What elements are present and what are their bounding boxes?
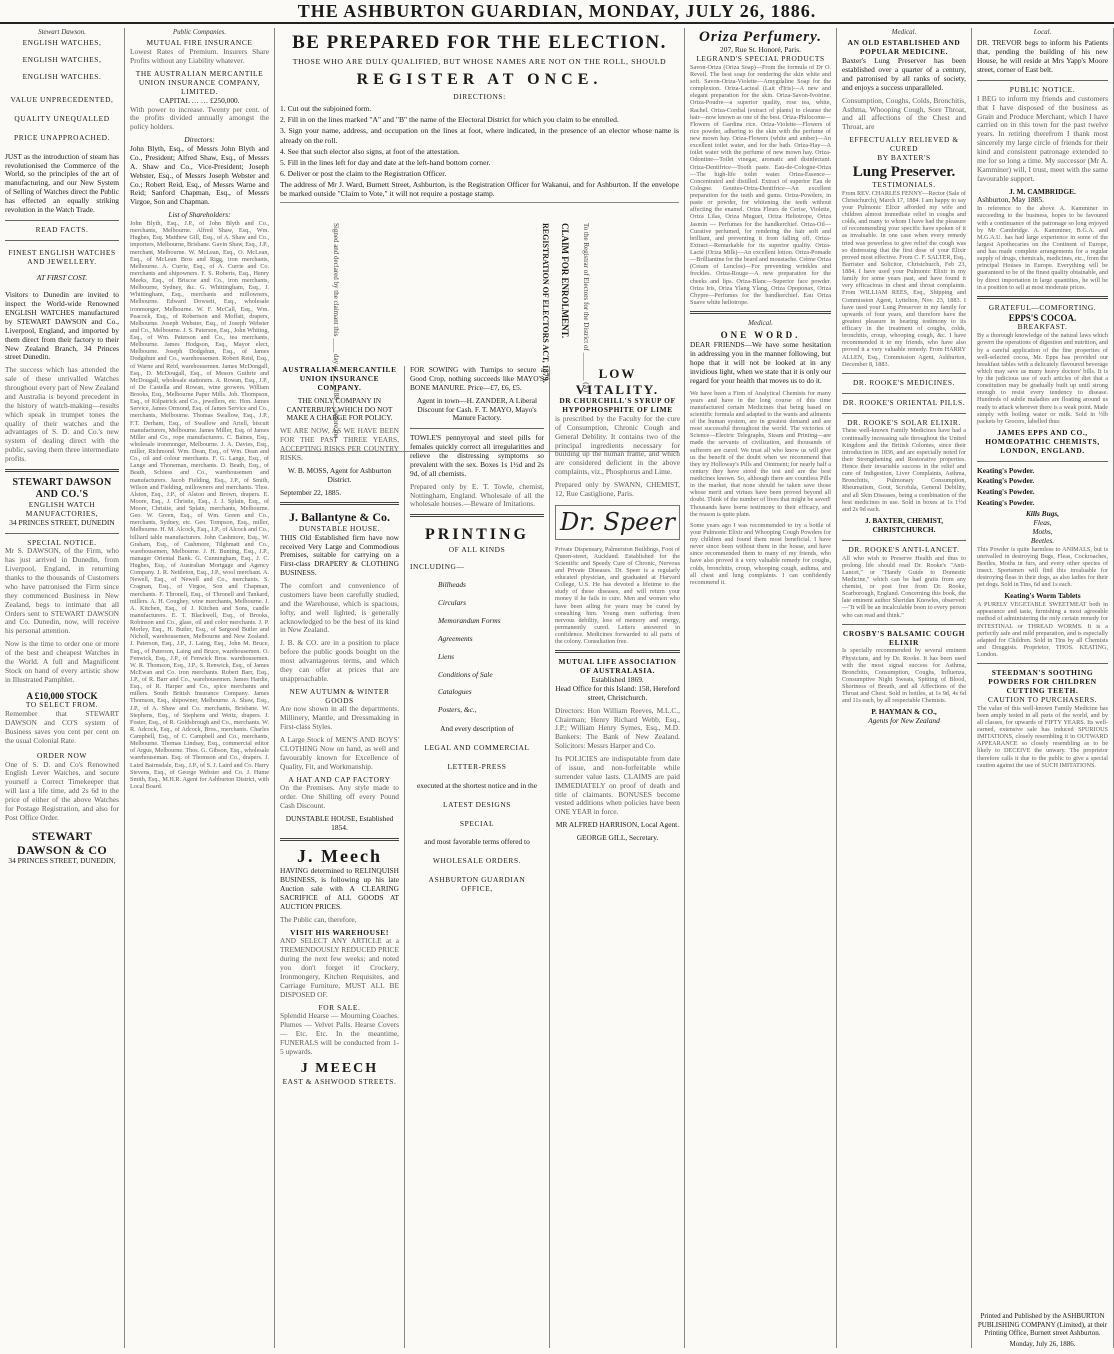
address: 34 PRINCES STREET, DUNEDIN, — [8, 856, 116, 866]
subheading: SPECIAL — [459, 818, 495, 828]
list-item: Conditions of Sale — [438, 669, 493, 679]
list-item: Billheads — [438, 580, 466, 590]
ad-text: THE ONLY COMPANY IN CANTERBURY WHICH DO NOT MAKE A CHARGE FOR POLICY. — [286, 395, 393, 423]
headline: ENGLISH WATCHES. — [22, 72, 102, 82]
address: 207, Rue St. Honoré, Paris. — [720, 45, 801, 54]
masthead: THE ASHBURTON GUARDIAN, MONDAY, JULY 26, 1886. — [0, 0, 1114, 24]
advertiser-address: J. BAXTER, CHEMIST, CHRISTCHURCH. — [864, 515, 944, 534]
column-election — [275, 28, 685, 1348]
subheading: A HAT AND CAP FACTORY — [288, 774, 391, 784]
election-intro: THOSE WHO ARE DULY QUALIFIED, BUT WHOSE NAMES ARE NOT ON THE ROLL, SHOULD — [292, 56, 667, 66]
headline: ENGLISH WATCHES, — [22, 55, 102, 65]
column-local: Local. DR. TREVOR begs to inform his Patients that, pending the building of his new House, he will reside at Mrs Yapp's Moore street, corner of East belt. PUBLIC NOTICE. I BEG to inform my friends and customers that I have disposed of the business as Grain and Produce Merchant, which I have carried on in this town for the past twelve years. In retiring therefrom I thank most sincerely my large circle of friends for their kind and consistent patronage extended to me for so long a time. My successor (Mr A. Kamminer) will, I trust, meet with the same favourable support. J. M. CAMBRIDGE. Ashburton, May 1885. In reference to the above A. Kamminer in succeeding to the business, hopes to be favoured with a continuance of the patronage so long enjoyed by Mr Cambridge. A. Kamminer, B.G.A. and M.G.A.U. has had large experience in some of the largest Apothecaries on the Continent of Europe, and has made complete arrangements for a regular supply of drugs, chemicals, medicines, etc., from the principal Houses in Europe. Everything will be guaranteed to be of the finest quality obtainable, and by direct importation in large quantities, he will be in a position to sell at most moderate prices. GRATEFUL—COMFORTING. EPPS'S COCOA. BREAKFAST. By a thorough knowledge of the natural laws which govern the operations of digestion and nutrition, and by a careful application of the fine properties of well-selected cocoa, Mr. Epps has provided our breakfast tables with a delicately flavoured beverage which may save us many heavy doctors' bills. It is by the judicious use of such articles of diet that a constitution may be gradually built up until strong enough to resist every tendency to disease. Hundreds of subtle maladies are floating around us ready to attack wherever there is a weak point. Made simply with boiling water or milk. Sold in ½lb packets by Grocers, labelled thus: JAMES EPPS AND CO., HOMŒOPATHIC CHEMISTS, LONDON, ENGLAND. Keating's Powder. Keating's Powder. Keating's Powder. Keating's Powder. Kills Bugs, Fleas, Moths, Beetles. This Powder is quite harmless to ANIMALS, but is unrivalled in destroying Bugs, Fleas, Cockroaches, Beetles, Moths in furs, and every other species of insect. Sportsmen will find this invaluable for destroying fleas in their dogs, as also ladies for their pet dogs. Sold in Tins, 6d and 1s each. Keating's Worm Tablets A PURELY VEGETABLE SWEETMEAT both in appearance and taste, furnishing a most agreeable method of administering the only certain remedy for INTESTINAL or THREAD WORMS. It is a perfectly safe and mild preparation, and is especially adapted for Children. Sold in Tins by all Chemists and Druggists. Proprietor, THOS. KEATING, London. STEEDMAN'S SOOTHING POWDERS FOR CHILDREN CUTTING TEETH. CAUTION TO PURCHASERS. The value of this well-known Family Medicine has been amply tested in all parts of the world, and by all classes, for upwards of FIFTY YEARS. Its well-earned, extensive sale has induced SPURIOUS IMITATIONS, closely resembling it in OUTWARD APPEARANCE so closely resembling as to be likely to DECEIVE the unwary. The proprietor therefore calls it due to the public to give a special caution against the use of SUCH IMITATIONS. Printed and Published by the ASHBURTON PUBLISHING COMPANY (Limited), at their Printing Office, Burnett street Ashburton. Monday, July 26, 1886. — [972, 28, 1114, 1348]
subheading: DIRECTIONS: — [453, 92, 506, 102]
capital: CAPITAL … … £250,000. — [159, 95, 240, 105]
notice-signature: J. M. CAMBRIDGE. — [1009, 186, 1076, 196]
ads-center: FOR SOWING with Turnips to secure a Good Crop, nothing succeeds like MAYO'S BONE MANURE. Price—£7, £6, £5. Agent in town—H. ZANDER, A Liberal Discount for Cash. F. T. MAYO, Mayo's Manure Factory. TOWLE'S pennyroyal and steel pills for females quickly correct all irregularities and relieve the distressing symptoms so prevalent with the sex. Boxes 1s 1½d and 2s 9d, of all chemists. Prepared only by E. T. Towle, chemist, Nottingham, England. Wholesale of all the wholesale houses.—Beware of Imitations. PRINTING OF ALL KINDS INCLUDING— Billheads Circulars Memorandum Forms Agreements Liens Conditions of Sale Catalogues Posters, &c., And every description of LEGAL AND COMMERCIAL LETTER-PRESS executed at the shortest notice and in the LATEST DESIGNS SPECIAL and most favorable terms offered to WHOLESALE ORDERS. ASHBURTON GUARDIAN OFFICE, — [405, 366, 550, 1348]
headline: PRICE UNAPPROACHED. — [14, 132, 110, 142]
form-title: REGISTRATION OF ELECTORS ACT, 1879. — [541, 223, 550, 383]
column-public-companies: Public Companies. MUTUAL FIRE INSURANCE Lowest Rates of Premium. Insurers Share Profits without any Liability whatever. THE AUSTRALIAN MERCANTILE UNION INSURANCE COMPANY, LIMITED. CAPITAL … … £250,000. With power to increase. Twenty per cent. of the profits divided annually amongst the policy holders. Directors: John Blyth, Esq., of Messrs John Blyth and Co., President; Alfred Shaw, Esq., of Messrs A. Shaw and Co., Vice-President; Joseph Webster, Esq., of Messrs Joseph Webster and Co.; Robert Reid, Esq., of Messrs Warne and Reid; Sanford Chapman, Esq., of Messrs Virgoe, Son and Chapman. List of Shareholders: John Blyth, Esq., J.P., of John Blyth and Co., merchants, Melbourne. Alfred Shaw, Esq., Wm. Hughes, Esq. Matthew Gill, Esq., of A. Shaw and Co., importers, Melbourne, Brisbane. Gavin Shaw, Esq., J.P., merchant, Melbourne. W. McLean, Esq., O. McLean, Esq., of McLean Bros and Rigg, iron merchants, Melbourne. A. Currie, Esq., of A. Currie and Co. merchants and shipowners. F. S. Roberts, Esq., Henry Meeks, Esq., of Briscoe and Co., iron merchants, Melbourne, Sydney, &c. G. Whittingham, Esq., J. Whittingham, Esq., merchants and millowners, Melbourne. Edward Dowsett, Esq., wholesale ironmonger, Melbourne. W. F. McCall, Esq., Wm. Peacock, Esq., of Robertson and Moffatt, drapers, Melbourne. Joseph Webster, Esq., of Joseph Webster and Co., Melbourne. J. S. Paterson, Esq., John Whiting, Esq., of Wm. Paterson and Co., tea merchants, Melbourne. James Hodgson, Esq., Mayor elect, Melbourne. Joseph Dodgshun, Esq., of James Dodgshun and Co., warehousemen. Robert Reid, Esq., of Warne and Reid, warehousemen. James McDongall, Esq., D. McDougall, Esq., of Messrs Guthrie and McDougall, wholesale stationers. A. Rowan, Esq., J.P., of De Castella and Rowan, wine growers. William Brooks, Esq., Melbourne Paper Mills. Job. Thompson, Esq., of Kilpatrick and Co., jewellers, etc. Hon. James Service, James Ormond, Esq. of James Service and Co., merchants, Melbourne. Thomas Swallow, Esq., J.P., F.T. Derham, Esq., of Swallow and Ariell, biscuit manufacturers, Melbourne. James Miller, Esq. of James Miller and Co., rope manufacturers. C. Baines, Esq., wholesale ironmonger, Melbourne. J. A. Davies, Esq., miller, Richmond. Wm. Dean, Esq., of Wm. Dean and Co., oil and colour merchants. F. G. Lange, Esq., of Lange and Thoneman, merchants. D. Beath, Esq., of Beath, Schiess and Co., warehousemen and manufacturers. Jacob Fielding, Esq., J.P., of Smith, Wilson and Fielding, millowners and merchants. Thos. Alston, Esq., J.P., of Alston and Brown, drapers. E. Moore, Esq., J. Christie, Esq., J. J. Splain, Esq., of Moore, Christie, and Splain, merchants, Melbourne. Geo. W. Green, Esq., of Wm. Green and Co., merchants, Sydney, etc. Geo. Tompson, Esq., miller, Melbourne. H. M. Alcock, Esq., J.P., of Alcock and Co., billiard table manufacturers. John Cashmore, Esq., W. Graham, Esq., of Cashmore, Tilghmatt and Co., warehousemen, Melbourne. J. H. Bunting, Esq., J.P., manager Oriental Bank. G. Cunningham, Esq., J. C. Hughes, Esq., of Australian Mortgage and Agency Company. J. R. Nettleton, Esq., J.P., wool merchant. A. Newell, Esq., of Newell and Co., merchants. S. Cragnan, Esq., of Virgoe, Son and Chapman, merchants. F. Thronell, Esq., of Thronell and Tankard, millers. A. H. Coughey, wine merchants, Melbourne. J. A. Kitchen, Esq., of J. Kitchen and Sons, candle manufacturers. E. T. Blackwell, Esq., of Brooks, Robinson and Co., glass, oil and color merchants. J. P. Morley, Esq., H. Butler, Esq., of Sargood Butler and Nicholl, warehousemen, Melbourne and New Zealand. J. Paterson, Esq., J.P., J. Laing, Esq., John M. Bruce, Esq., of Paterson, Laing and Bruce, warehousemen. O. Fenwick, Esq., J.P., of Fenwick Bros. warehousemen. W. R. Thomson, Esq., J.P., S. Renwick, Esq., of James McEwan and Co. iron merchants. Robert Barr, Esq., J.P., of R. Barr and Co., warehousemen. James Hardie, Esq., of R. Harper and Co., spice merchants and millers. South British Insurance Company. James Thomson, Esq., shipowner, Melbourne. A. Shaw, Esq., J.P., of A. Shaw and Co. merchants, Brisbane. W. Stephens, Esq., of Stephens and Weitz, drapers. J. Foster, Esq., of R. Goldsbrough and Co., merchants. W. R. Adcock, Esq., of Adcock, Bros., merchants. Charles Campbell, Esq., of C. Campbell and Co., merchants, Melbourne. Thomas Lindsay, Esq., commercial editor of Argus, Melbourne. Thos. G. Gibson, Esq., wholesale warehouseman. Esq. of Thomson and Co., drapers. J. Laird Bairnsdale, Esq., J.P., of S. J. Laird and Co. Harry Stevens, Esq., of George Webster and Co. J. Hume Smith, Esq., M.H.R. Agent for Ashburton District, with Local Board. — [125, 28, 275, 1348]
subheading: ASHBURTON GUARDIAN — [428, 875, 526, 885]
column-baxter: Medical. AN OLD ESTABLISHED AND POPULAR MEDICINE. Baxter's Lung Preserver has been established over a quarter of a century, and patronised by all ranks of society, and enjoys a success unparalleled. Consumption, Coughs, Colds, Bronchitis, Asthma, Whooping Cough, Sore Throat, and all affections of the Chest and Throat, are EFFECTUALLY RELIEVED & CURED BY BAXTER'S Lung Preserver. TESTIMONIALS. From REV. CHARLES FENNY—Rector (Sale of Christchurch), March 17, 1884. I am happy to say your Pulmonic Elixir afforded my wife and children almost immediate relief in coughs and colds, and many to whom I have had the pleasure of recommending your specific have spoken of it as invaluable. In one case when every remedy tried was powerless to give relief the cough was so distressing that the first dose of your Elixir proved most effective. From C. F. SALTER, Esq., Barrister and Solicitor, Christchurch, Feb 23, 1884. I have used your Pulmonic Elixir in my family for some years past, and have found it very efficacious in chest and throat complaints. From WILLIAM REES, Esq., Shipping and Commission Agent, Lyttelton, Nov. 23, 1883. I have used your Lung Preserver in my family for upwards of four years, and therefore have the greatest pleasure in bearing testimony to its efficacy in the treatment of coughs, colds, bronchitis, croup, whooping cough, &c. I have recommended it to my friends, who have also proved it a very valuable remedy. From HARRY ALLEN, Esq., Commission Agent, Ashburton, December 8, 1883. DR. ROOKE'S MEDICINES. DR. ROOKE'S ORIENTAL PILLS. DR. ROOKE'S SOLAR ELIXIR. These well-known Family Medicines have had a continually increasing sale throughout the United Kingdom and the British Colonies, since their introduction in 1836, and are especially noted for their Strengthening and Restorative properties. Hence their invariable success in the relief and cure of Indigestion, Liver Complaints, Asthma, Bronchitis, Pulmonary Consumption, Rheumatism, Gout, Scrofula, General Debility, and all Skin Diseases, being a combination of the best medicines in use. Sold in boxes at 1s 1½d and 2s 9d each. J. BAXTER, CHEMIST, CHRISTCHURCH. DR. ROOKE'S ANTI-LANCET. All who wish to Preserve Health and thus to prolong life should read Dr. Rooke's "Anti-Lancet," or "Handy Guide to Domestic Medicine," which can be had gratis from any chemist, or post free from Dr. Rooke, Scarborough, England. Concerning this book, the late eminent author Sheridan Knowles, observed:—"It will be an incalculable boon to every person who can read and think." CROSBY'S BALSAMIC COUGH ELIXIR Is specially recommended by several eminent Physicians, and by Dr. Rooke. It has been used with the most signal success for Asthma, Bronchitis, Consumption, Coughs, Influenza, Consumptive Night Sweats, Spitting of Blood, Shortness of Breath, and all Affections of the Throat and Chest. Sold in bottles, at 1s 9d, 4s 6d and 11s each, by all respectable Chemists. P. HAYMAN & CO., Agents for New Zealand — [837, 28, 972, 1348]
headline: MUTUAL FIRE INSURANCE — [146, 38, 253, 48]
ad-line: Keating's Powder. — [977, 476, 1035, 486]
ad-line: Keating's Powder. — [977, 487, 1035, 497]
advertiser-signature: JAMES EPPS AND CO., HOMŒOPATHIC CHEMISTS, LONDON, ENGLAND. — [985, 427, 1100, 455]
form-subtitle: CLAIM FOR ENROLMENT. — [560, 223, 570, 339]
subheading: EFFECTUALLY RELIEVED & CURED — [849, 135, 959, 154]
subheading: Directors: — [184, 135, 215, 145]
subheading: DUNSTABLE HOUSE. — [298, 523, 381, 533]
ad-agent: Agent in town—H. ZANDER, A Liberal Discount for Cash. F. T. MAYO, Mayo's Manure Factory. — [416, 395, 538, 423]
advertiser-name: EPPS'S COCOA. — [1008, 312, 1077, 323]
subheading: CAUTION TO PURCHASERS. — [987, 694, 1098, 704]
advertiser-name: DR. ROOKE'S ORIENTAL PILLS. — [842, 397, 966, 407]
headline: FINEST ENGLISH WATCHES AND JEWELLERY. — [8, 247, 116, 266]
subheading: LETTER-PRESS — [447, 761, 507, 771]
column-header: Stewart Dawson. — [38, 28, 86, 36]
headline: PUBLIC NOTICE. — [1009, 84, 1076, 94]
ad-text: and most favorable terms offered to — [424, 837, 530, 847]
headline: QUALITY UNEQUALLED — [14, 113, 110, 123]
advertiser-name: Keating's Worm Tablets — [1004, 591, 1081, 601]
ads-left: AUSTRALIAN MERCANTILE UNION INSURANCE COMPANY. THE ONLY COMPANY IN CANTERBURY WHICH DO NOT MAKE A CHARGE FOR POLICY. WE ARE NOW, AS WE HAVE BEEN FOR THE PAST THREE YEARS, ACCEPTING RISKS PER COUNTRY RISKS. W. B. MOSS, Agent for Ashburton District. September 22, 1885. J. Ballantyne & Co. DUNSTABLE HOUSE. THIS Old Established firm have now received Very Large and Commodious Premises, suitable for carrying on a First-class DRAPERY & CLOTHING BUSINESS. The comfort and convenience of customers have been carefully studied, and the Warehouse, which is spacious, lofty, and well lighted, is generally acknowledged to be the best of its kind in New Zealand. J. B. & CO. are in a position to place before the public goods bought on the most advantageous terms, and which they can offer at prices that are unapproachable. NEW AUTUMN & WINTER GOODS Are now shown in all the departments. Millinery, Mantle, and Dressmaking in First-class Styles. A Large Stock of MEN'S AND BOYS' CLOTHING Now on hand, as well and favourably known for Excellence of Quality, Fit, and Workmanship. A HAT AND CAP FACTORY On the Premises. Any style made to order. One Shilling off every Pound Cash Discount. DUNSTABLE HOUSE, Established 1854. J. Meech HAVING determined to RELINQUISH BUSINESS, is following up his late Auction sale with A CLEARING SACRIFICE of ALL GOODS AT AUCTION PRICES. The Public can, therefore, VISIT HIS WAREHOUSE! AND SELECT ANY ARTICLE at a TREMENDOUSLY REDUCED PRICE during the next few weeks; and noted you don't forget it! Crockery, Ironmongery, Kitchen Requisites, and Carriage Furniture, MUST ALL BE DISPOSED OF. FOR SALE. Splendid Hearse — Mourning Coaches. Plumes — Velvet Palls. Hearse Covers — Etc. Etc. In the meantime, FUNERALS will be conducted from 1-5 upwards. J MEECH EAST & ASHWOOD STREETS. — [275, 366, 405, 1348]
ad-text: And every description of — [440, 724, 514, 734]
enrolment-form: REGISTRATION OF ELECTORS ACT, 1879. CLAIM FOR ENROLMENT. To the Registrar of Electors for the District of ________ (A) Signed and declared by the claimant this ____ day of ____ 188 __ before me — [280, 202, 679, 452]
advertiser-role: Agents for New Zealand — [868, 716, 940, 726]
ad-text: executed at the shortest notice and in the — [416, 780, 538, 790]
advertiser-name: CROSBY'S BALSAMIC COUGH ELIXIR — [842, 628, 966, 647]
direction-step: 2. Fill in on the lines marked "A" and "B" the name of the Electoral District for which you claim to be enrolled. — [280, 115, 619, 125]
ad-line: Fleas, — [1033, 517, 1052, 527]
ad-text: TOWLE'S pennyroyal and steel pills for females quickly correct all irregularities and relieve the distressing symptoms so prevalent with the sex. Boxes 1s 1½d and 2s 9d, of all chemists. — [410, 433, 544, 478]
imprint-date: Monday, July 26, 1886. — [1009, 1339, 1076, 1348]
subheading: LEGAL AND COMMERCIAL — [424, 743, 530, 753]
advertiser-name: J. Ballantyne & Co. — [288, 510, 390, 525]
signature-text: Dr. Speer — [559, 507, 676, 536]
ad-text: FOR SOWING with Turnips to secure a Good Crop, nothing succeeds like MAYO'S BONE MANURE. Price—£7, £6, £5. — [410, 366, 544, 392]
list-item: Liens — [438, 651, 455, 661]
headline-lung-preserver: Lung Preserver. — [852, 163, 956, 180]
ad-agent: MR ALFRED HARRISON, Local Agent. — [555, 820, 680, 830]
advertiser-name: Oriza Perfumery. — [699, 29, 822, 45]
headline: READ FACTS. — [35, 224, 89, 234]
signature-logo — [555, 505, 680, 540]
ad-footer: DUNSTABLE HOUSE, Established 1854. — [285, 814, 394, 832]
headline: VALUE UNPRECEDENTED, — [10, 95, 114, 105]
advertiser-name: P. HAYMAN & CO., — [871, 707, 937, 717]
ad-date: September 22, 1885. — [280, 487, 342, 497]
subheading: SPECIAL NOTICE. — [27, 537, 97, 547]
printing-list — [410, 581, 544, 715]
subheading: INCLUDING— — [410, 562, 465, 572]
advertiser-name: STEEDMAN'S SOOTHING POWDERS FOR CHILDREN CUTTING TEETH. — [988, 668, 1097, 695]
ad-agent: W. B. MOSS, Agent for Ashburton District. — [287, 465, 392, 484]
subheading: WHOLESALE ORDERS. — [432, 856, 522, 866]
subheading: NEW AUTUMN & WINTER GOODS — [289, 686, 390, 705]
list-item: Posters, &c., — [438, 705, 477, 715]
notice-date: Ashburton, May 1885. — [977, 195, 1044, 205]
subheading: List of Shareholders: — [168, 210, 231, 220]
direction-step: 4. See that such elector also signs, at foot of the attestation. — [280, 146, 460, 156]
ad-text: HAVING determined to RELINQUISH BUSINESS, is following up his late Auction sale with A CLEARING SACRIFICE of ALL GOODS AT AUCTION PRICES. — [280, 866, 399, 911]
headline: MUTUAL LIFE ASSOCIATION OF AUSTRALASIA. — [558, 657, 677, 676]
advertiser-name: DR. ROOKE'S SOLAR ELIXIR. — [847, 417, 961, 427]
headline: AUSTRALIAN MERCANTILE UNION INSURANCE COMPANY. — [282, 366, 397, 392]
article-intro: JUST as the introduction of steam has revolutionised the Commerce of the World, so the principles of the art of manufacturing, and our New System of Selling of Watches direct the Public has effected an equally striking revolution in the Watch Trade. — [5, 151, 119, 214]
advertiser-name: STEWART DAWSON & CO — [17, 828, 107, 858]
headline: AN OLD ESTABLISHED AND POPULAR MEDICINE. — [847, 38, 961, 57]
list-item: Memorandum Forms — [438, 615, 501, 625]
subheading: OF ALL KINDS — [448, 545, 506, 555]
direction-step: 3. Sign your name, address, and occupation on the lines at foot, where indicated, in the presence of an elector whose name is already on the roll. — [280, 126, 679, 145]
column-header: Medical. — [891, 28, 917, 36]
ad-line: Beetles. — [1030, 535, 1055, 545]
directors-list: John Blyth, Esq., of Messrs John Blyth and Co., President; Alfred Shaw, Esq., of Messrs A. Shaw and Co., Vice-President; Joseph Webster, Esq., of Messrs Joseph Webster and Co.; Robert Reid, Esq., of Messrs Warne and Reid; Sanford Chapman, Esq., of Messrs Virgoe, Son and Chapman. — [130, 144, 269, 207]
subheading: ORDER NOW — [37, 750, 87, 760]
subheading: TO SELECT FROM. — [25, 700, 99, 710]
list-item: Catalogues — [438, 687, 472, 697]
ad-line: Keating's Powder. — [977, 498, 1035, 508]
article-body: Visitors to Dunedin are invited to inspect the World-wide Renowned ENGLISH WATCHES manufactured by STEWART DAWSON and Co., Liverpool, England, and imported by them direct from their factory to their New Zealand Branch, 34 Princes street Dunedin. — [5, 290, 119, 362]
ad-text: Head Office for this Island: 158, Hereford street, Christchurch. — [555, 683, 680, 702]
ad-line: Moths, — [1032, 526, 1053, 536]
printer-imprint — [977, 1312, 1108, 1348]
column-oriza: Oriza Perfumery. 207, Rue St. Honoré, Paris. LEGRAND'S SPECIAL PRODUCTS Savon-Oriza (Oriza Soap)—From the formula of Dr O. Reveil. The best soap for rendering the skin white and soft. Savon-Oriza-Violette—Amygdaline Soap for the complexion. Oriza-Lacteal (Lait d'Iris)—A new and elegant preparation for the skin. Oriza-Savon-Ivoirine. Oriza-Poudre—a superior quality, rose tea, white, Rachel. Oriza-Cordial (extract of plants) to cleanse the hair—now known as one of the best. Oriza-Philocome—Flowers of Gardina rice. Oriza-Violette—Flowers of rice powder, adhering to the skin with the perfume of new mown hay. Oriza-Flowers (white and amber)—An excellent toilet water, and for the bath. Oriza-Hay—A toilet water with the perfume of new mown hay. Oriza-Odontine—Toilet vinegar, aromatic and disinfectant. Oriza-Dentifrice—Tooth paste. Eau-de-Cologne-Oriza—The high-life toilet water. Oriza-Essence—Concentrated and distilled. Extract of superior Eau de Cologne. Gouttes-Oriza-Dentifrice—An excellent preparation for the teeth and gums. Oriza-Powders, in paste or powder, for whitening the teeth without affecting the enamel. Oriza Fleurs de Cerise, Violette, Oriza Lilas, Oriza Muguet, Oriza Heliotrope, Oriza Jasmin — Perfumes for the handkerchief. Oriza-Oil—Curative perfumed, for rendering the hair soft and brilliant, and preventing it from falling off. Oriza-Extract—Remarkable for its superior quality. Oriza-Lacté (Oriza Milk)—An excellent lotion. Oriza-Pomade—Brilliantine for the beard and moustache. Crème Oriza (Cream of Lenclos)—For preventing wrinkles and freckles. Oriza-Rouge—A new preparation for the cheeks and lips. Oriza-Blanc—Superior face powder. Oriza Iris, Oriza Ylang Ylang, Oriza Opoponax, Oriza Chypre—Perfumes for the handkerchief. Eau Oriza Suave white heliotrope. Medical. ONE WORD. DEAR FRIENDS—We have some hesitation in addressing you in the manner following, but hope that it will not be looked at in any invidious light, when we state that it is only our regard for your health that moves us to do it. We have been a Firm of Analytical Chemists for many years and have in the long course of this time manufactured certain Medicines that being based on scientific formula and adapted to the wants and ailments of the human system, are in greatest demand and are most successful throughout the world. The victories of Science—Electric Telegraphs, Steam and Printing—are made the servants of civilization, and thousands of sufferers are cured. We trust all who know us will give us the benefit of the doubt when we recommend that they try Holloway's Pills and Ointment; for nearly half a century they have stood the test and are the best medicines known. So, although there are countless Pills in the market, that none should be taken save those whose merit and virtues have been proved beyond all doubt. Think of the number of lives that might be saved! Thousands have borne testimony to their efficacy, and the reason is quite plain. Some years ago I was recommended to try a bottle of your Pulmonic Elixir and Whooping Cough Powders for my children and found them most beneficial. I have never since been without them in the house, and have since recommended them to many of my friends, who have also proved it a very valuable remedy for coughs, colds, bronchitis, croup, whooping cough, asthma, and all chest and lung complaints. I can confidently recommend it. — [685, 28, 837, 1348]
headline: LOW VITALITY. — [575, 366, 660, 397]
headline: ENGLISH WATCHES, — [22, 38, 102, 48]
subheading: BREAKFAST. — [1017, 322, 1068, 332]
subheading: LATEST DESIGNS — [442, 799, 511, 809]
advertiser-name: DR. ROOKE'S ANTI-LANCET. — [848, 544, 960, 554]
headline-printing: PRINTING — [424, 526, 529, 544]
headline: ONE WORD. — [720, 330, 801, 341]
ads-right: LOW VITALITY. DR CHURCHILL'S SYRUP OF HYPOPHOSPHITE OF LIME is prescribed by the Faculty for the cure of Consumption, Chronic Cough and General Debility. It contains two of the principal ingredients necessary for building up the human frame, and which are considered deficient in the above complaints, viz., Phosphorus and Lime. Prepared only by SWANN, CHEMIST, 12, Rue Castiglione, Paris. Dr. Speer Private Dispensary, Palmerston Buildings, Foot of Queen-street, Auckland. Established for the Scientific and Speedy Cure of Chronic, Nervous and Private Diseases. Dr. Speer is a regularly educated physician, and graduated at Harvard College, U.S. He has devoted a lifetime to the study of these diseases, and will return your money if he fails to cure. Men and women who have been ailing for years may be cured by consulting him. Young men suffering from nervous debility, loss of memory and energy, permanently cured. Letters answered in confidence. Medicines forwarded to all parts of the colony. Consultation free. MUTUAL LIFE ASSOCIATION OF AUSTRALASIA. Established 1869. Head Office for this Island: 158, Hereford street, Christchurch. Directors: Hon William Reeves, M.L.C., Chairman; Henry Richard Webb, Esq., J.P.; William Henry Symes, Esq., M.D. Bankers: The Bank of New Zealand. Solicitors: Messrs Harper and Co. Its POLICIES are indisputable from date of issue, and non-forfeitable while surrender value lasts. CLAIMS are paid IMMEDIATELY on proof of death and title of claimants. BONUSES become vested additions when policies have been ONE YEAR in force. MR ALFRED HARRISON, Local Agent. GEORGE GILL, Secretary. — [555, 366, 680, 843]
column-header: Public Companies. — [172, 28, 227, 36]
column-header: Medical. — [748, 319, 773, 327]
headline: THE AUSTRALIAN MERCANTILE UNION INSURANCE COMPANY, LIMITED. — [135, 69, 264, 96]
advertiser-name: STEWART DAWSON AND CO.'S — [12, 476, 112, 500]
list-item: Agreements — [438, 633, 473, 643]
advertiser-name: J. Meech — [297, 845, 382, 866]
headline: A £10,000 STOCK — [26, 690, 98, 701]
subheading: Established 1869. — [591, 675, 644, 685]
subheading: FOR SALE. — [318, 1002, 361, 1012]
ad-line: Kills Bugs, — [1025, 509, 1060, 519]
ad-secretary: GEORGE GILL, Secretary. — [576, 833, 659, 843]
headline: GRATEFUL—COMFORTING. — [988, 302, 1097, 312]
subheading: VISIT HIS WAREHOUSE! — [290, 927, 389, 937]
direction-step: 5. Fill in the lines left for day and date at the left-hand bottom corner. — [280, 157, 491, 167]
ad-text: THIS Old Established firm have now received Very Large and Commodious Premises, suitable for carrying on a First-class DRAPERY & CLOTHING BUSINESS. — [280, 532, 399, 578]
ad-line: Keating's Powder. — [977, 465, 1035, 475]
headline-election: BE PREPARED FOR THE ELECTION. — [292, 32, 667, 53]
notice-text: DR. TREVOR begs to inform his Patients that, pending the building of his new House, he will reside at Mrs Yapp's Moore street, corner of East belt. — [977, 38, 1108, 75]
list-item: Circulars — [438, 598, 467, 608]
address: EAST & ASHWOOD STREETS. — [282, 1076, 397, 1086]
direction-step: The address of Mr J. Ward, Burnett Street, Ashburton, is the Registration Officer for Wakanui, and for Ashburton. If the envelope be marked outside "Claim to Vote," it will not require a postage stamp. — [280, 179, 679, 199]
advertiser-name: DR. ROOKE'S MEDICINES. — [853, 377, 955, 387]
column-header: Local. — [1033, 28, 1052, 36]
subheading: OFFICE, — [461, 884, 493, 894]
article-intro: Baxter's Lung Preserver has been established over a quarter of a century, and patronised by all ranks of society, and enjoys a success unparalleled. — [842, 56, 966, 92]
subheading: BY BAXTER'S — [877, 152, 931, 162]
subheading: DR CHURCHILL'S SYRUP OF HYPOPHOSPHITE OF LIME — [559, 396, 676, 415]
direction-step: 1. Cut out the subjoined form. — [280, 104, 372, 114]
column-stewart-dawson: Stewart Dawson. ENGLISH WATCHES, ENGLISH WATCHES, ENGLISH WATCHES. VALUE UNPRECEDENTED, QUALITY UNEQUALLED PRICE UNAPPROACHED. JUST as the introduction of steam has revolutionised the Commerce of the World, so the principles of the art of manufacturing, and our New System of Selling of Watches direct the Public has effected an equally striking revolution in the Watch Trade. READ FACTS. FINEST ENGLISH WATCHES AND JEWELLERY. AT FIRST COST. Visitors to Dunedin are invited to inspect the World-wide Renowned ENGLISH WATCHES manufactured by STEWART DAWSON and Co., Liverpool, England, and imported by them direct from their factory to their New Zealand Branch, 34 Princes street Dunedin. The success which has attended the sale of these unrivalled Watches throughout every part of New Zealand and Australia is beyond precedent in the history of watch-making—results which speak in trumpet tones the quality of their watches and the advantages of S. D. and Co.'s new system of dealing direct with the public, saving them three intermediate profits. STEWART DAWSON AND CO.'S ENGLISH WATCH MANUFACTORIES, 34 PRINCES STREET, DUNEDIN SPECIAL NOTICE. Mr S. DAWSON, of the Firm, who has just arrived in Dunedin, from Liverpool, England, in returning thanks to the thousands of Customers who have patronised the Firm since they commenced Business in New Zealand, begs to intimate that all Orders sent to STEWART DAWSON and Co. Dunedin, now, will receive his personal attention. Now is the time to order one or more of the best and cheapest Watches in the World. A full and Magnificent Stock on hand of every artistic show in Illustrated Pamphlet. A £10,000 STOCK TO SELECT FROM. Remember that STEWART DAWSON and CO'S system of Business saves you cent per cent on the usual Colonial Rate. ORDER NOW One of S. D. and Co's Renowned English Lever Watches, and secure yourself a Correct Timekeeper that will last a life time, add 2s 6d to the price of either of the above Watches for Postage Registration, and also for Post Office Order. STEWART DAWSON & CO 34 PRINCES STREET, DUNEDIN, — [0, 28, 125, 1348]
address: 34 PRINCES STREET, DUNEDIN — [9, 517, 115, 527]
subheading: LEGRAND'S SPECIAL PRODUCTS — [696, 53, 825, 63]
subheading: AT FIRST COST. — [36, 273, 88, 283]
advertiser-name: J MEECH — [300, 1060, 379, 1076]
headline-register: REGISTER AT ONCE. — [356, 71, 603, 89]
subheading: ENGLISH WATCH MANUFACTORIES, — [25, 499, 99, 518]
imprint-text: Printed and Published by the ASHBURTON PUBLISHING COMPANY (Limited), at their Printing Office, Burnett street Ashburton. — [977, 1312, 1108, 1338]
direction-step: 6. Deliver or post the claim to the Registration Officer. — [280, 168, 447, 178]
article-intro: DEAR FRIENDS—We have some hesitation in addressing you in the manner following, but hope that it will not be looked at in any invidious light, when we state that it is only our regard for your health that moves us to do it. — [690, 340, 831, 385]
subheading: TESTIMONIALS. — [872, 179, 936, 189]
